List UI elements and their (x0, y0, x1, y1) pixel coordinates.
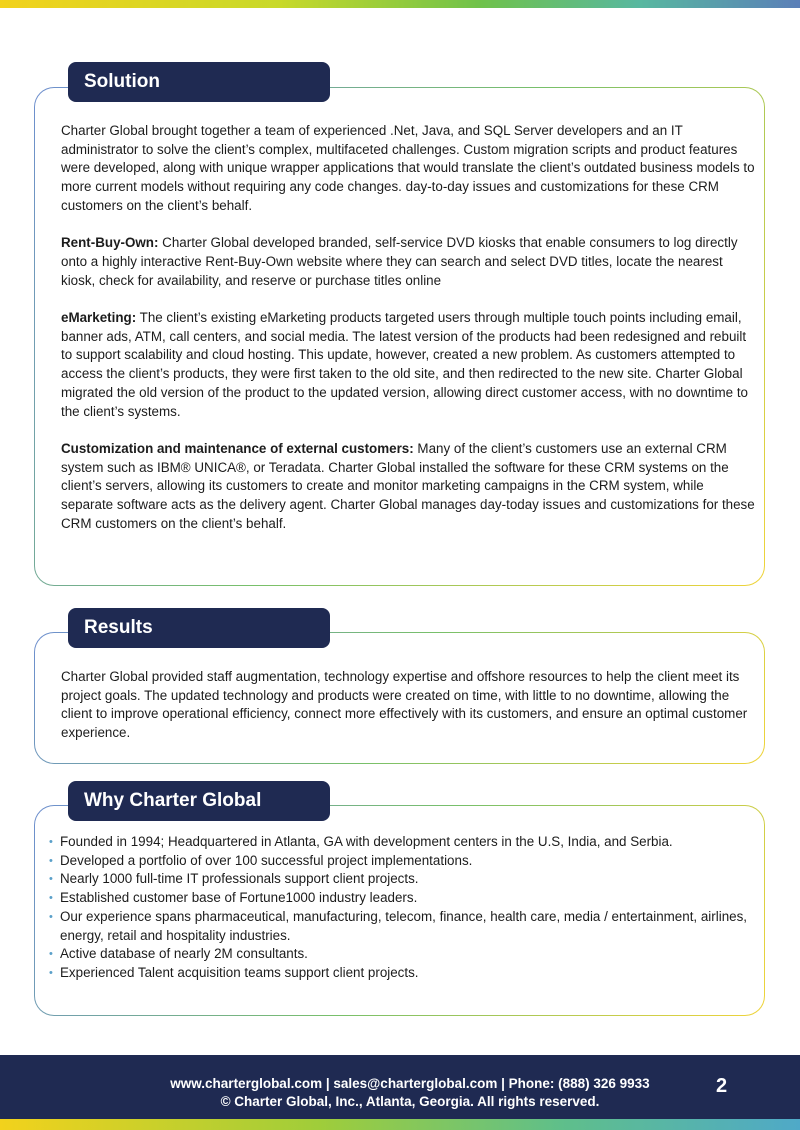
list-item (49, 870, 757, 889)
results-body (61, 668, 756, 743)
bullet-text: Established customer base of Fortune1000 industry leaders. (60, 890, 418, 906)
page-number: 2 (716, 1075, 728, 1097)
bullet-icon: • (49, 836, 53, 848)
why-heading: Why Charter Global (68, 781, 330, 821)
bullet-text: Our experience spans pharmaceutical, manufacturing, telecom, finance, health care, media / entertainment, airlines, energy, retail and hospitality industries. (60, 908, 748, 943)
list-item (49, 908, 757, 945)
customization-paragraph (61, 440, 756, 534)
why-bullet-list (49, 833, 757, 983)
bullet-icon: • (49, 873, 53, 886)
bullet-text: Founded in 1994; Headquartered in Atlanta, GA with development centers in the U.S, India, and Serbia. (60, 834, 673, 849)
rent-buy-own-paragraph (61, 234, 756, 290)
bullet-text: Developed a portfolio of over 100 successful project implementations. (60, 852, 473, 868)
bullet-icon: • (49, 910, 53, 923)
list-item (49, 833, 757, 852)
solution-heading: Solution (68, 62, 330, 102)
bullet-text: Nearly 1000 full-time IT professionals support client projects. (60, 871, 419, 887)
bullet-icon: • (49, 892, 53, 905)
emarketing-text: The client’s existing eMarketing products targeted users through multiple touch points including email, banner ads, ATM, call centers, and social media. The latest version of the products had been redesigned and rebuilt to support scalability and cloud hosting. This update, however, created a new problem. As customers attempted to access the client’s products, they were first taken to the old site, and then redirected to the new site. Charter Global migrated the old version of the product to the updated version, allowing direct customer access, with no downtime to the client’s systems. (61, 310, 749, 419)
bullet-icon: • (49, 966, 53, 979)
page-footer (0, 1055, 800, 1119)
bullet-text: Active database of nearly 2M consultants. (60, 946, 308, 962)
list-item (49, 945, 757, 964)
list-item (49, 964, 757, 983)
top-gradient-strip (0, 0, 800, 8)
customization-label: Customization and maintenance of external customers: (61, 440, 414, 456)
emarketing-paragraph (61, 309, 756, 421)
customization-text: Many of the client’s customers use an external CRM system such as IBM® UNICA®, or Teradata. Charter Global installed the software for these CRM systems on the client’s servers, allowing its customers to create and monitor marketing campaigns in the CRM system, while separate software acts as the delivery agent. Charter Global manages day-today issues and customizations for these CRM customers on the client’s behalf. (61, 440, 755, 531)
results-heading: Results (68, 608, 330, 648)
bullet-icon: • (49, 948, 53, 961)
why-body (49, 833, 757, 983)
solution-body (61, 122, 756, 533)
list-item (49, 852, 757, 871)
footer-copyright: © Charter Global, Inc., Atlanta, Georgia. All rights reserved. (220, 1094, 600, 1109)
results-text: Charter Global provided staff augmentation, technology expertise and offshore resources to help the client meet its project goals. The updated technology and products were created on time, with little to no downtime, allowing the client to improve operational efficiency, connect more effectively with its customers, and ensure an optimal customer experience. (61, 669, 748, 741)
bottom-gradient-strip (0, 1119, 800, 1130)
footer-contact: www.charterglobal.com | sales@charterglobal.com | Phone: (888) 326 9933 (170, 1076, 650, 1091)
bullet-text: Experienced Talent acquisition teams support client projects. (60, 964, 419, 980)
bullet-icon: • (49, 854, 53, 867)
rent-buy-own-text: Charter Global developed branded, self-service DVD kiosks that enable consumers to log directly onto a highly interactive Rent-Buy-Own website where they can search and select DVD titles, locate the nearest kiosk, check for availability, and reserve or purchase titles online (61, 235, 738, 288)
rent-buy-own-label: Rent-Buy-Own: (61, 235, 159, 251)
solution-intro: Charter Global brought together a team of experienced .Net, Java, and SQL Server developers and an IT administrator to solve the client’s complex, multifaceted challenges. Custom migration scripts and product features were developed, along with unique wrapper applications that would translate the client’s outdated business models to more current models without requiring any code changes. day-to-day issues and customizations for these CRM customers on the client’s behalf. (61, 123, 755, 213)
list-item (49, 889, 757, 908)
emarketing-label: eMarketing: (61, 310, 137, 325)
